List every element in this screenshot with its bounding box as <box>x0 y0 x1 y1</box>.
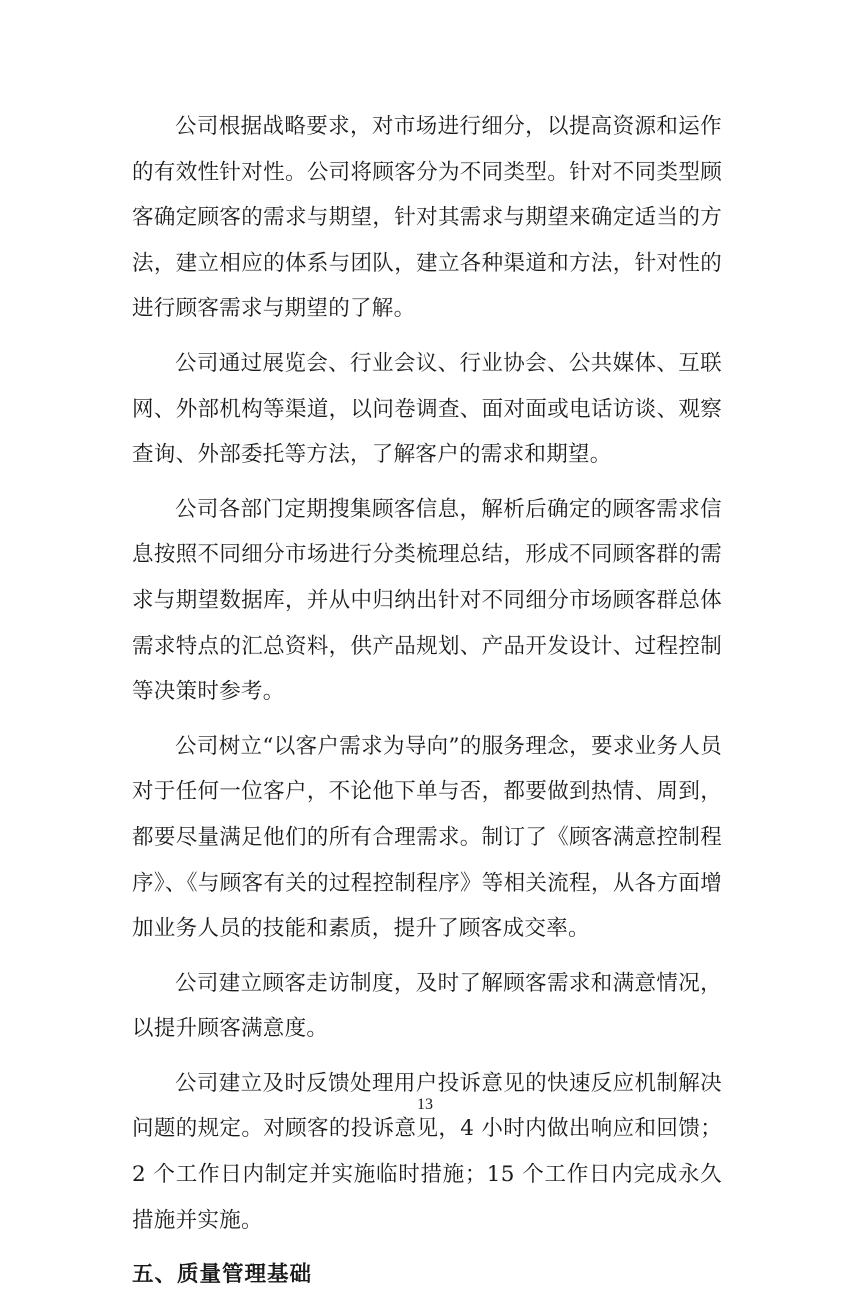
document-page <box>132 104 722 1297</box>
page-number: 13 <box>417 1096 433 1113</box>
paragraph-customer-info-collection: 公司各部门定期搜集顾客信息，解析后确定的顾客需求信息按照不同细分市场进行分类梳理总结，形成不同顾客群的需求与期望数据库，并从中归纳出针对不同细分市场顾客群总体需求特点的汇总资料，供产品规划、产品开发设计、过程控制等决策时参考。 <box>132 496 722 705</box>
paragraph-market-segmentation: 公司根据战略要求，对市场进行细分，以提高资源和运作的有效性针对性。公司将顾客分为不同类型。针对不同类型顾客确定顾客的需求与期望，针对其需求与期望来确定适当的方法，建立相应的体系与团队，建立各种渠道和方法，针对性的进行顾客需求与期望的了解。 <box>132 114 722 322</box>
paragraph-information-channels: 公司通过展览会、行业会议、行业协会、公共媒体、互联网、外部机构等渠道，以问卷调查、面对面或电话访谈、观察查询、外部委托等方法，了解客户的需求和期望。 <box>132 350 722 468</box>
paragraph-service-philosophy: 公司树立“以客户需求为导向”的服务理念，要求业务人员对于任何一位客户，不论他下单与否，都要做到热情、周到，都要尽量满足他们的所有合理需求。制订了《顾客满意控制程序》、《与顾客有关的过程控制程序》等相关流程，从各方面增加业务人员的技能和素质，提升了顾客成交率。 <box>132 733 722 942</box>
section-heading: 五、质量管理基础 <box>132 1262 313 1288</box>
paragraph-customer-visits: 公司建立顾客走访制度，及时了解顾客需求和满意情况，以提升顾客满意度。 <box>132 970 722 1042</box>
paragraph-complaint-handling: 公司建立及时反馈处理用户投诉意见的快速反应机制解决问题的规定。对顾客的投诉意见，4 小时内做出响应和回馈；2 个工作日内制定并实施临时措施；15 个工作日内完成永久措施并实施。 <box>132 1070 722 1233</box>
